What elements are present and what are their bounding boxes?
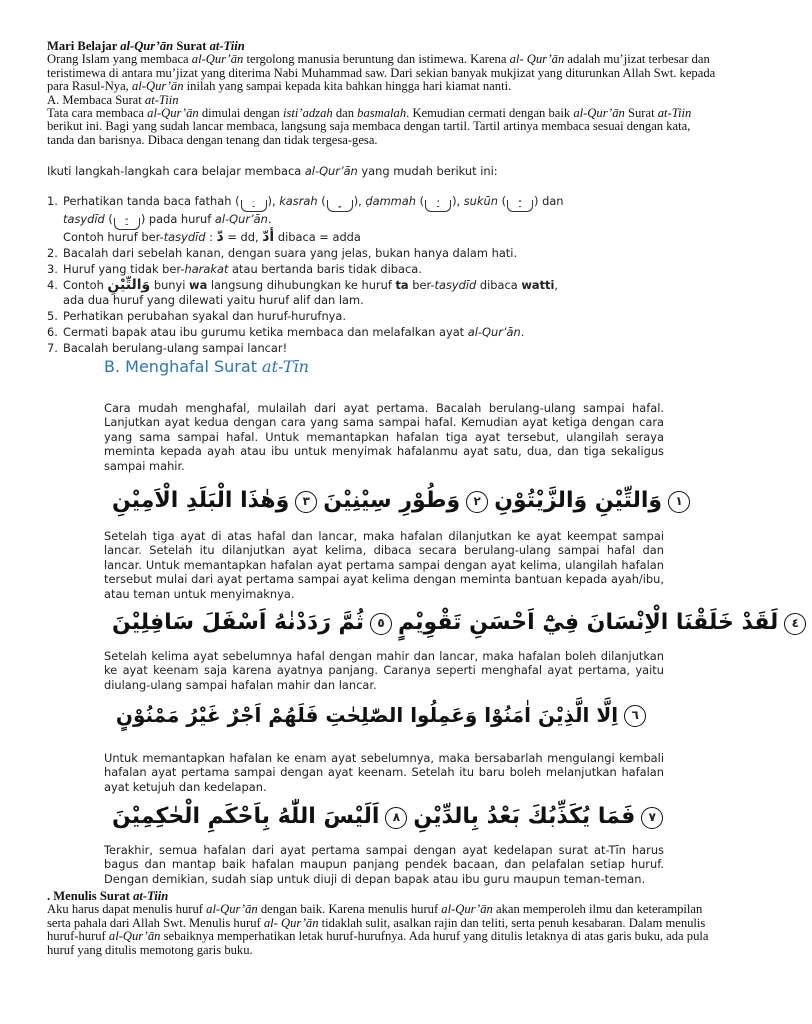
fathah-mark-icon: ـَ [241, 200, 267, 212]
ayah-number-icon: ٣ [295, 491, 317, 513]
ayah-number-icon: ٧ [641, 807, 663, 829]
section-b-paragraph-1: Cara mudah menghafal, mulailah dari ayat pertama. Bacalah berulang-ulang sampai hafal. Lanjutkan ayat kedua dengan cara yang sama sampai hafal. Kemudian ayat ketiga dengan cara yang sama sampai hafal. Untuk memantapkan hafalan tiga ayat tersebut, ulangilah seraya meminta kepada ayah atau ibu untuk menyimak hafalanmu ayat satu, dua, dan tiga sekaligus sampai mahir. [104, 400, 664, 473]
ayah-text: وَالتِّيْنِ وَالزَّيْتُوْنِ [494, 488, 663, 514]
step-item: 5. Perhatikan perubahan syakal dan huruf-hurufnya. [47, 308, 347, 323]
step-item: 6. Cermati bapak atau ibu gurumu ketika membaca dan melafalkan ayat al-Qur’ān. [47, 324, 525, 339]
section-b-paragraph-5: Terakhir, semua hafalan dari ayat pertama sampai dengan ayat kedelapan surat at-Tīn harus bagus dan mantap baik hafalan maupun panjang pendek bacaan, dan pelafalan setiap huruf. Dengan demikian, sudah siap untuk diuji di depan bapak atau ibu guru maupun teman-teman. [104, 842, 664, 886]
section-b-paragraph-4: Untuk memantapkan hafalan ke enam ayat sebelumnya, maka bersabarlah mengulangi kembali hafalan ayat pertama sampai dengan ayat keenam. Setelah itu baru boleh melanjutkan hafalan ayat ketujuh dan kedelapan. [104, 750, 664, 794]
verse-row-4 [104, 795, 664, 841]
ayah-number-icon: ٦ [624, 705, 646, 727]
arabic-example: وَالتِّيْنِ [107, 277, 151, 293]
top-section [47, 40, 717, 147]
ayah [323, 488, 494, 514]
verse-row-1 [104, 479, 683, 525]
ayah-text: لَقَدْ خَلَقْنَا الْاِنْسَانَ فِيْٓ اَحْسَنِ تَقْوِيْمٍ [398, 610, 779, 636]
section-c-title: . Menulis Surat at-Tiin [47, 889, 169, 903]
ayah [112, 488, 323, 514]
step-item: 2. Bacalah dari sebelah kanan, dengan suara yang jelas, bukan hanya dalam hati. [47, 246, 518, 260]
ayah-number-icon: ١ [668, 491, 690, 513]
ayah-text: فَمَا يُكَذِّبُكَ بَعْدُ بِالدِّيْنِ [413, 804, 636, 830]
arabic-example: دّ [216, 229, 224, 245]
ayah-text: وَطُوْرِ سِيْنِيْنَ [323, 488, 461, 514]
step-number: 4. [47, 278, 58, 292]
section-b-title: B. Menghafal Surat at-Tīn [104, 357, 309, 376]
bottom-section [47, 890, 719, 957]
step-number: 5. [47, 308, 58, 323]
ayah-text: اِلَّا الَّذِيْنَ اٰمَنُوْا وَعَمِلُوا الصّٰلِحٰتِ فَلَهُمْ اَجْرٌ غَيْرُ مَمْنُوْنٍ [115, 703, 619, 728]
steps-list [47, 194, 727, 357]
ayah-text: اَلَيْسَ اللّٰهُ بِاَحْكَمِ الْحٰكِمِيْنَ [112, 804, 380, 830]
dammah-mark-icon: ـُ [425, 200, 451, 212]
steps-intro: Ikuti langkah-langkah cara belajar membaca al-Qur’ān yang mudah berikut ini: [47, 164, 498, 178]
verse-row-2 [104, 601, 799, 647]
ayah [116, 705, 652, 727]
ayah-number-icon: ٢ [466, 491, 488, 513]
step-item: 3. Huruf yang tidak ber-harakat atau bertanda baris tidak dibaca. [47, 262, 422, 276]
step-item: 1. Perhatikan tanda baca fathah ( ـَ ), kasrah ( ـِ ), ḍammah ( ـُ ), sukūn ( ـْ ) dan tasydīd ( ـّ ) pada huruf al-Qur’ān. Contoh huruf ber-tasydīd : دّ = dd, أدّ dibaca = adda [47, 194, 564, 245]
step-number: 2. [47, 246, 58, 260]
step-item: 7. Bacalah berulang-ulang sampai lancar! [47, 340, 288, 355]
step-number: 1. [47, 194, 58, 208]
kasrah-mark-icon: ـِ [327, 200, 353, 212]
ayah-number-icon: ٤ [784, 613, 806, 635]
arabic-example: أدّ [262, 229, 275, 245]
section-a-title: A. Membaca Surat at-Tiin [47, 92, 179, 107]
intro-paragraph: Orang Islam yang membaca al-Qur’ān tergolong manusia beruntung dan istimewa. Karena al- Qur’ān adalah mu’jizat terbesar dan teristimewa di antara mu’jizat yang diterima Nabi Muhammad saw. Dari sekian banyak mukjizat yang diturunkan Allah Swt. kepada para Rasul-Nya, al-Qur’ān inilah yang sampai kepada kita bahkan hingga hari kiamat nanti. [47, 52, 716, 94]
section-b-paragraph-3: Setelah kelima ayat sebelumnya hafal dengan mahir dan lancar, maka hafalan boleh dilanjutkan ke ayat keenam saja karena ayatnya panjang. Caranya seperti menghafal ayat pertama, yaitu diulang-ulang sampai hafalan mahir dan lancar. [104, 648, 664, 692]
step-item: 4. Contoh وَالتِّيْنِ bunyi wa langsung dihubungkan ke huruf ta ber-tasydīd dibaca watti, ada dua huruf yang dilewati yaitu huruf alif dan lam. [47, 277, 559, 307]
ayah [112, 804, 413, 830]
ayah [413, 804, 669, 830]
section-b [104, 357, 799, 886]
section-a-paragraph: Tata cara membaca al-Qur’ān dimulai dengan isti’adzah dan basmalah. Kemudian cermati dengan baik al-Qur’ān Surat at-Tiin berikut ini. Bagi yang sudah lancar membaca, langsung saja membaca dengan tartil. Tartil artinya membaca sesuai dengan kata, tanda dan barisnya. Dibaca dengan tenang dan tidak tergesa-gesa. [47, 106, 692, 147]
tasydid-mark-icon: ـّ [114, 218, 140, 230]
ayah-text: وَهٰذَا الْبَلَدِ الْاَمِيْنِ [112, 488, 290, 514]
ayah-number-icon: ٥ [370, 613, 392, 635]
step-number: 7. [47, 340, 58, 355]
ayah [398, 610, 812, 636]
ayah [494, 488, 696, 514]
section-c-paragraph: Aku harus dapat menulis huruf al-Qur’ān dengan baik. Karena menulis huruf al-Qur’ān akan memperoleh ilmu dan keterampilan serta pahala dari Allah Swt. Menulis huruf al- Qur’ān tidaklah sulit, asalkan rajin dan teliti, serta penuh kesabaran. Dalam menulis huruf-huruf al-Qur’ān sebaiknya memperhatikan letak huruf-hurufnya. Ada huruf yang ditulis letaknya di atas garis buku, ada pula huruf yang ditulis memotong garis buku. [47, 902, 709, 957]
ayah-number-icon: ٨ [385, 807, 407, 829]
page-title: Mari Belajar al-Qur’ān Surat at-Tiin [47, 39, 245, 53]
step-number: 3. [47, 262, 58, 276]
ayah-text: ثُمَّ رَدَدْنٰهُ اَسْفَلَ سَافِلِيْنَ [112, 610, 365, 636]
verse-row-3 [104, 693, 664, 749]
sukun-mark-icon: ـْ [507, 200, 533, 212]
ayah [112, 610, 398, 636]
step-number: 6. [47, 324, 58, 339]
section-b-paragraph-2: Setelah tiga ayat di atas hafal dan lancar, maka hafalan dilanjutkan ke ayat keempat sampai lancar. Setelah itu dilanjutkan ayat kelima, dibaca secara berulang-ulang sampai hafal dan lancar. Untuk memantapkan hafalan ayat pertama sampai dengan ayat kelima, ulangilah hafalan tersebut mulai dari ayat pertama sampai ayat kelima dengan meminta bantuan kepada ayah/ibu, atau teman untuk menyimaknya. [104, 528, 664, 601]
